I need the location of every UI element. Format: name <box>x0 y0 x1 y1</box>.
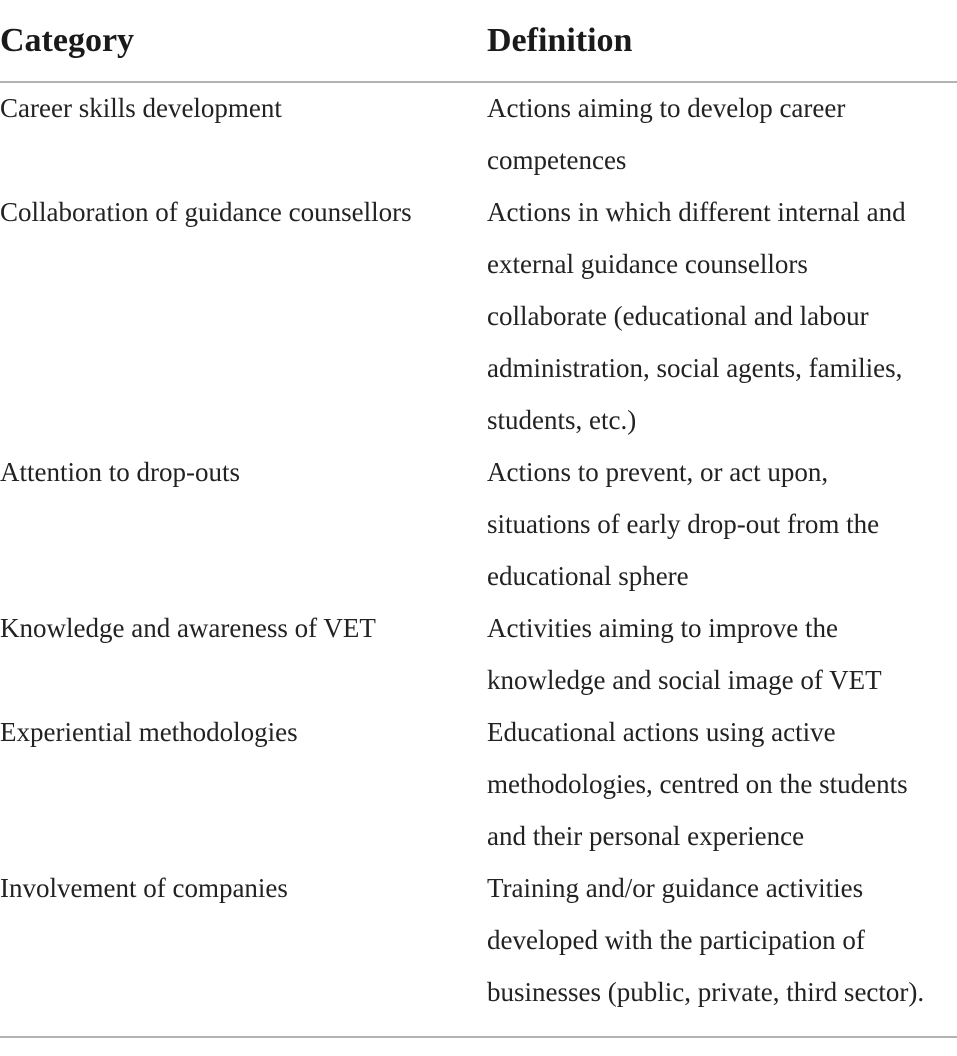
definition-line: and their personal experience <box>487 821 805 851</box>
definition-line: methodologies, centred on the students <box>487 769 908 799</box>
table-header <box>0 0 957 82</box>
category-cell: Involvement of companies <box>0 873 288 903</box>
column-header-category: Category <box>0 22 135 59</box>
category-cell: Career skills development <box>0 93 282 123</box>
category-cell: Attention to drop-outs <box>0 457 240 487</box>
definition-cell <box>487 602 882 706</box>
definition-line: Actions in which different internal and <box>487 197 906 227</box>
definition-line: educational sphere <box>487 561 689 591</box>
definition-line: businesses (public, private, third sector). <box>487 977 925 1007</box>
table-row <box>0 862 957 1018</box>
definition-cell <box>487 446 879 602</box>
definition-line: Actions aiming to develop career <box>487 93 846 123</box>
category-cell: Collaboration of guidance counsellors <box>0 197 412 227</box>
definition-line: developed with the participation of <box>487 925 865 955</box>
definition-line: Activities aiming to improve the <box>487 613 838 643</box>
definition-line: Actions to prevent, or act upon, <box>487 457 829 487</box>
table-row <box>0 446 957 602</box>
table-row <box>0 706 957 862</box>
table-bottom-rule <box>0 1036 957 1038</box>
definition-line: Educational actions using active <box>487 717 836 747</box>
category-cell: Knowledge and awareness of VET <box>0 613 376 643</box>
table-row <box>0 602 957 706</box>
definition-cell <box>487 862 924 1018</box>
definition-line: collaborate (educational and labour <box>487 301 869 331</box>
table-body <box>0 82 957 1018</box>
definition-line: Training and/or guidance activities <box>487 873 864 903</box>
definition-line: situations of early drop-out from the <box>487 509 880 539</box>
definition-line: external guidance counsellors <box>487 249 808 279</box>
definition-cell <box>487 82 845 186</box>
category-cell: Experiential methodologies <box>0 717 298 747</box>
column-header-definition: Definition <box>487 22 633 59</box>
definition-line: competences <box>487 145 627 175</box>
definition-line: administration, social agents, families, <box>487 353 903 383</box>
definition-cell <box>487 706 908 862</box>
table-row <box>0 186 957 446</box>
definition-line: knowledge and social image of VET <box>487 665 882 695</box>
table-row <box>0 82 957 186</box>
definition-line: students, etc.) <box>487 405 637 435</box>
definition-cell <box>487 186 906 446</box>
